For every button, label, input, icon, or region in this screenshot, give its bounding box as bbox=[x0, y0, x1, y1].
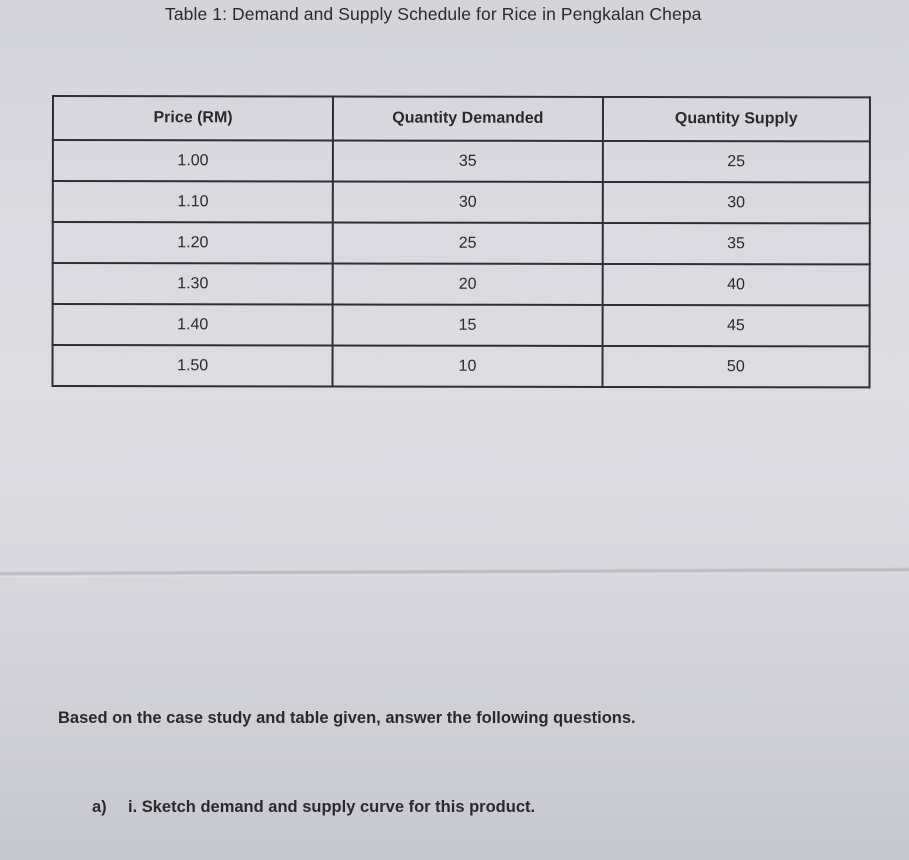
quantity-supply-cell: 40 bbox=[602, 264, 869, 305]
table-row bbox=[52, 345, 869, 387]
table-row bbox=[53, 181, 870, 223]
header-quantity-supply: Quantity Supply bbox=[603, 97, 870, 141]
price-cell: 1.50 bbox=[52, 345, 332, 386]
quantity-demanded-cell: 25 bbox=[333, 222, 602, 263]
header-price: Price (RM) bbox=[53, 96, 333, 140]
quantity-demanded-cell: 30 bbox=[333, 181, 602, 222]
question-a bbox=[92, 798, 535, 817]
table-row bbox=[53, 222, 870, 264]
table-row bbox=[53, 140, 870, 182]
instructions-text: Based on the case study and table given, answer the following questions. bbox=[58, 709, 636, 727]
quantity-supply-cell: 50 bbox=[602, 346, 869, 387]
table-title: Table 1: Demand and Supply Schedule for Rice in Pengkalan Chepa bbox=[165, 4, 702, 24]
price-cell: 1.20 bbox=[53, 222, 333, 263]
quantity-demanded-cell: 10 bbox=[333, 345, 602, 386]
quantity-supply-cell: 30 bbox=[602, 182, 869, 223]
table-row bbox=[53, 263, 870, 305]
question-a-label: a) bbox=[92, 798, 107, 816]
table-row bbox=[53, 304, 870, 346]
price-cell: 1.00 bbox=[53, 140, 333, 181]
price-cell: 1.10 bbox=[53, 181, 333, 222]
demand-supply-table bbox=[51, 95, 871, 388]
quantity-supply-cell: 35 bbox=[602, 223, 869, 264]
quantity-supply-cell: 25 bbox=[602, 141, 869, 182]
quantity-demanded-cell: 35 bbox=[333, 140, 602, 181]
header-quantity-demanded: Quantity Demanded bbox=[333, 96, 602, 140]
price-cell: 1.40 bbox=[53, 304, 333, 345]
price-cell: 1.30 bbox=[53, 263, 333, 304]
table-header-row bbox=[53, 96, 870, 141]
quantity-supply-cell: 45 bbox=[602, 305, 869, 346]
quantity-demanded-cell: 20 bbox=[333, 263, 602, 304]
question-a-text: i. Sketch demand and supply curve for this product. bbox=[128, 798, 536, 816]
paper-fold-line bbox=[0, 567, 909, 577]
quantity-demanded-cell: 15 bbox=[333, 304, 602, 345]
